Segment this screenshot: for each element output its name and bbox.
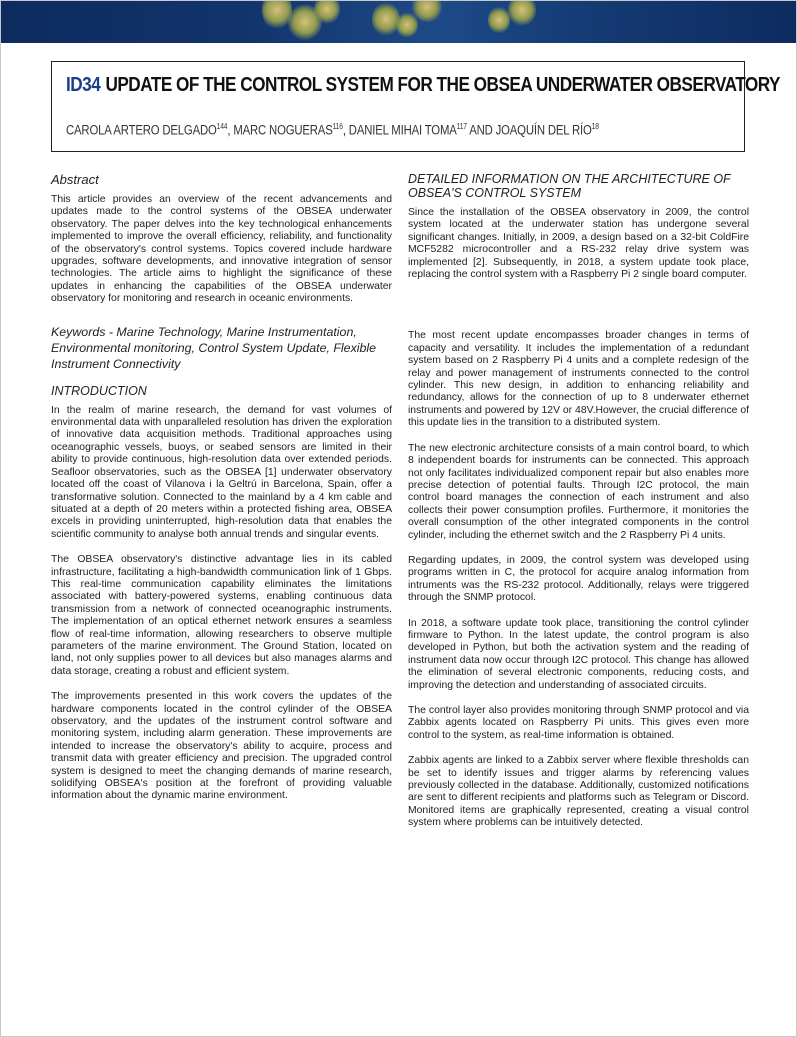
paper-title-text: UPDATE OF THE CONTROL SYSTEM FOR THE OBSEA UNDERWATER OBSERVATORY bbox=[105, 74, 781, 96]
author-separator: , bbox=[342, 122, 349, 138]
paragraph: Regarding updates, in 2009, the control system was developed using programs written in C, the protocol for acquire analog information from intruments was the RS-232 protocol. Additionally, relays were triggered through the SNMP protocol. bbox=[408, 554, 749, 604]
paragraph: Zabbix agents are linked to a Zabbix server where flexible thresholds can be set to identify issues and trigger alarms by referencing values previously collected in the database. Additionally, customized notifications are sent to different recipients and platforms such as Telegram or Discord. Monitored items are graphically represented, creating a visual control system where problems can be intuitively detected. bbox=[408, 755, 749, 829]
author-affiliation: 116 bbox=[332, 122, 343, 131]
author-list bbox=[66, 122, 624, 138]
abstract-heading: Abstract bbox=[51, 172, 99, 187]
left-column bbox=[51, 172, 392, 816]
keywords: Keywords - Marine Technology, Marine Instrumentation, Environmental monitoring, Control System Update, Flexible Instrument Connectivity bbox=[51, 324, 377, 371]
introduction-heading: INTRODUCTION bbox=[51, 383, 147, 398]
paragraph: In 2018, a software update took place, transitioning the control cylinder firmware to Python. In the latest update, the control program is also developed in Python, but both the activation system and the reading of instrument data now occur through I2C protocol. This change has allowed the elimination of several electronic components, reducing costs, and improving the detection and understanding of associated circuits. bbox=[408, 617, 749, 691]
title-box bbox=[51, 61, 781, 152]
paragraph: The OBSEA observatory's distinctive advantage lies in its cabled infrastructure, facilitating a high-bandwidth communication link of 1 Gbps. This real-time communication capability eliminates the limitations associated with battery-powered systems, enabling continuous data transmission from a network of connected oceanographic instruments. The implementation of an optical ethernet network ensures a seamless flow of real-time information, allowing researchers to observe multiple parameters of the marine environment. The Ground Station, located on land, not only supplies power to all devices but also manages alarms and data storage, creating a robust and efficient system. bbox=[51, 554, 392, 677]
paper-id: ID34 bbox=[66, 74, 101, 96]
paragraph: The control layer also provides monitoring through SNMP protocol and via Zabbix agents located on Raspberry Pi units. This gives even more control to the system, as real-time information is obtained. bbox=[408, 705, 749, 741]
author-name: DANIEL MIHAI TOMA bbox=[348, 122, 457, 138]
architecture-heading: DETAILED INFORMATION ON THE ARCHITECTURE OF OBSEA'S CONTROL SYSTEM bbox=[408, 172, 731, 200]
paragraph: The most recent update encompasses broader changes in terms of capacity and versatility. It includes the implementation of a redundant system based on 2 Raspberry Pi 4 units and a complete redesign of the relay and power management of instruments connected to the control cylinder. This new design, in addition to enhancing reliability and redundancy, allows for the connection of up to 8 underwater ethernet instruments and powered by 12V or 48V.However, the crucial difference of this update lies in the transition to a distributed system. bbox=[408, 330, 749, 429]
paragraph: The improvements presented in this work covers the updates of the hardware components located in the control cylinder of the OBSEA observatory, and the updates of the instrument control software and monitoring system, including alarm generation. These improvements are intended to increase the observatory's ability to acquire, process and transmit data with greater efficiency and precision. The upgraded control system is designed to meet the changing demands of marine research, solidifying OBSEA's position at the forefront of providing valuable information about the dynamic marine environment. bbox=[51, 691, 392, 802]
paragraph: Since the installation of the OBSEA observatory in 2009, the control system located at the underwater station has undergone several significant changes. Initially, in 2009, a design based on a 32-bit ColdFire MCF5282 microcontroller and a RS-232 relay drive system was implemented [2]. Subsequently, in 2018, a system update took place, replacing the control system with a Raspberry Pi 2 single board computer. bbox=[408, 207, 749, 281]
column-gap bbox=[408, 294, 749, 330]
paragraph: In the realm of marine research, the demand for vast volumes of environmental data with unparalleled resolution has driven the exploration of innovative data acquisition methods. Traditional approaches using oceanographic vessels, buoys, or seabed sensors are limited in their ability to provide continuous, high-resolution data over extended periods. Seafloor observatories, such as the OBSEA [1] underwater observatory located off the coast of Vilanova i la Geltrú in Barcelona, Spain, offer a transformative solution. Connected to the mainland by a 4 km cable and situated at a depth of 20 meters within a protected fishing area, OBSEA excels in providing uninterrupted, high-resolution data that enables the scientific community to analyse both annual trends and singular events. bbox=[51, 404, 392, 540]
author-affiliation: 117 bbox=[456, 122, 467, 131]
header-banner-image bbox=[0, 0, 797, 43]
author-affiliation: 144 bbox=[216, 122, 228, 131]
author-name: JOAQUÍN DEL RÍO bbox=[495, 122, 592, 138]
paper-title bbox=[66, 74, 781, 97]
paragraph: The new electronic architecture consists of a main control board, to which 8 independent boards for instruments can be connected. This approach not only facilitates individualized component repair but also enables more precise detection of potential faults. Through I2C protocol, the main control board manages the connection of each instrument and also collects their power consumption profiles. Furthermore, it monitories the overall consumption of the other integrated components in the control cylinder, including the ethernet switch and the 2 Raspberry Pi 4 units. bbox=[408, 442, 749, 541]
author-separator: AND bbox=[466, 122, 496, 138]
author-affiliation: 18 bbox=[591, 122, 599, 131]
author-separator: , bbox=[227, 122, 234, 138]
author-name: MARC NOGUERAS bbox=[233, 122, 333, 138]
abstract-text: This article provides an overview of the recent advancements and updates made to the control systems of the OBSEA underwater observatory. The paper delves into the key technological enhancements implemented to improve the overall efficiency, reliability, and functionality of the observatory's control systems. Topics covered include hardware upgrades, software developments, and innovative integration of sensor technologies. The article aims to highlight the significance of these updates in enhancing the capabilities of the OBSEA underwater observatory for monitoring and research in oceanic environments. bbox=[51, 194, 392, 305]
author-name: CAROLA ARTERO DELGADO bbox=[66, 122, 217, 138]
right-column bbox=[408, 172, 749, 843]
